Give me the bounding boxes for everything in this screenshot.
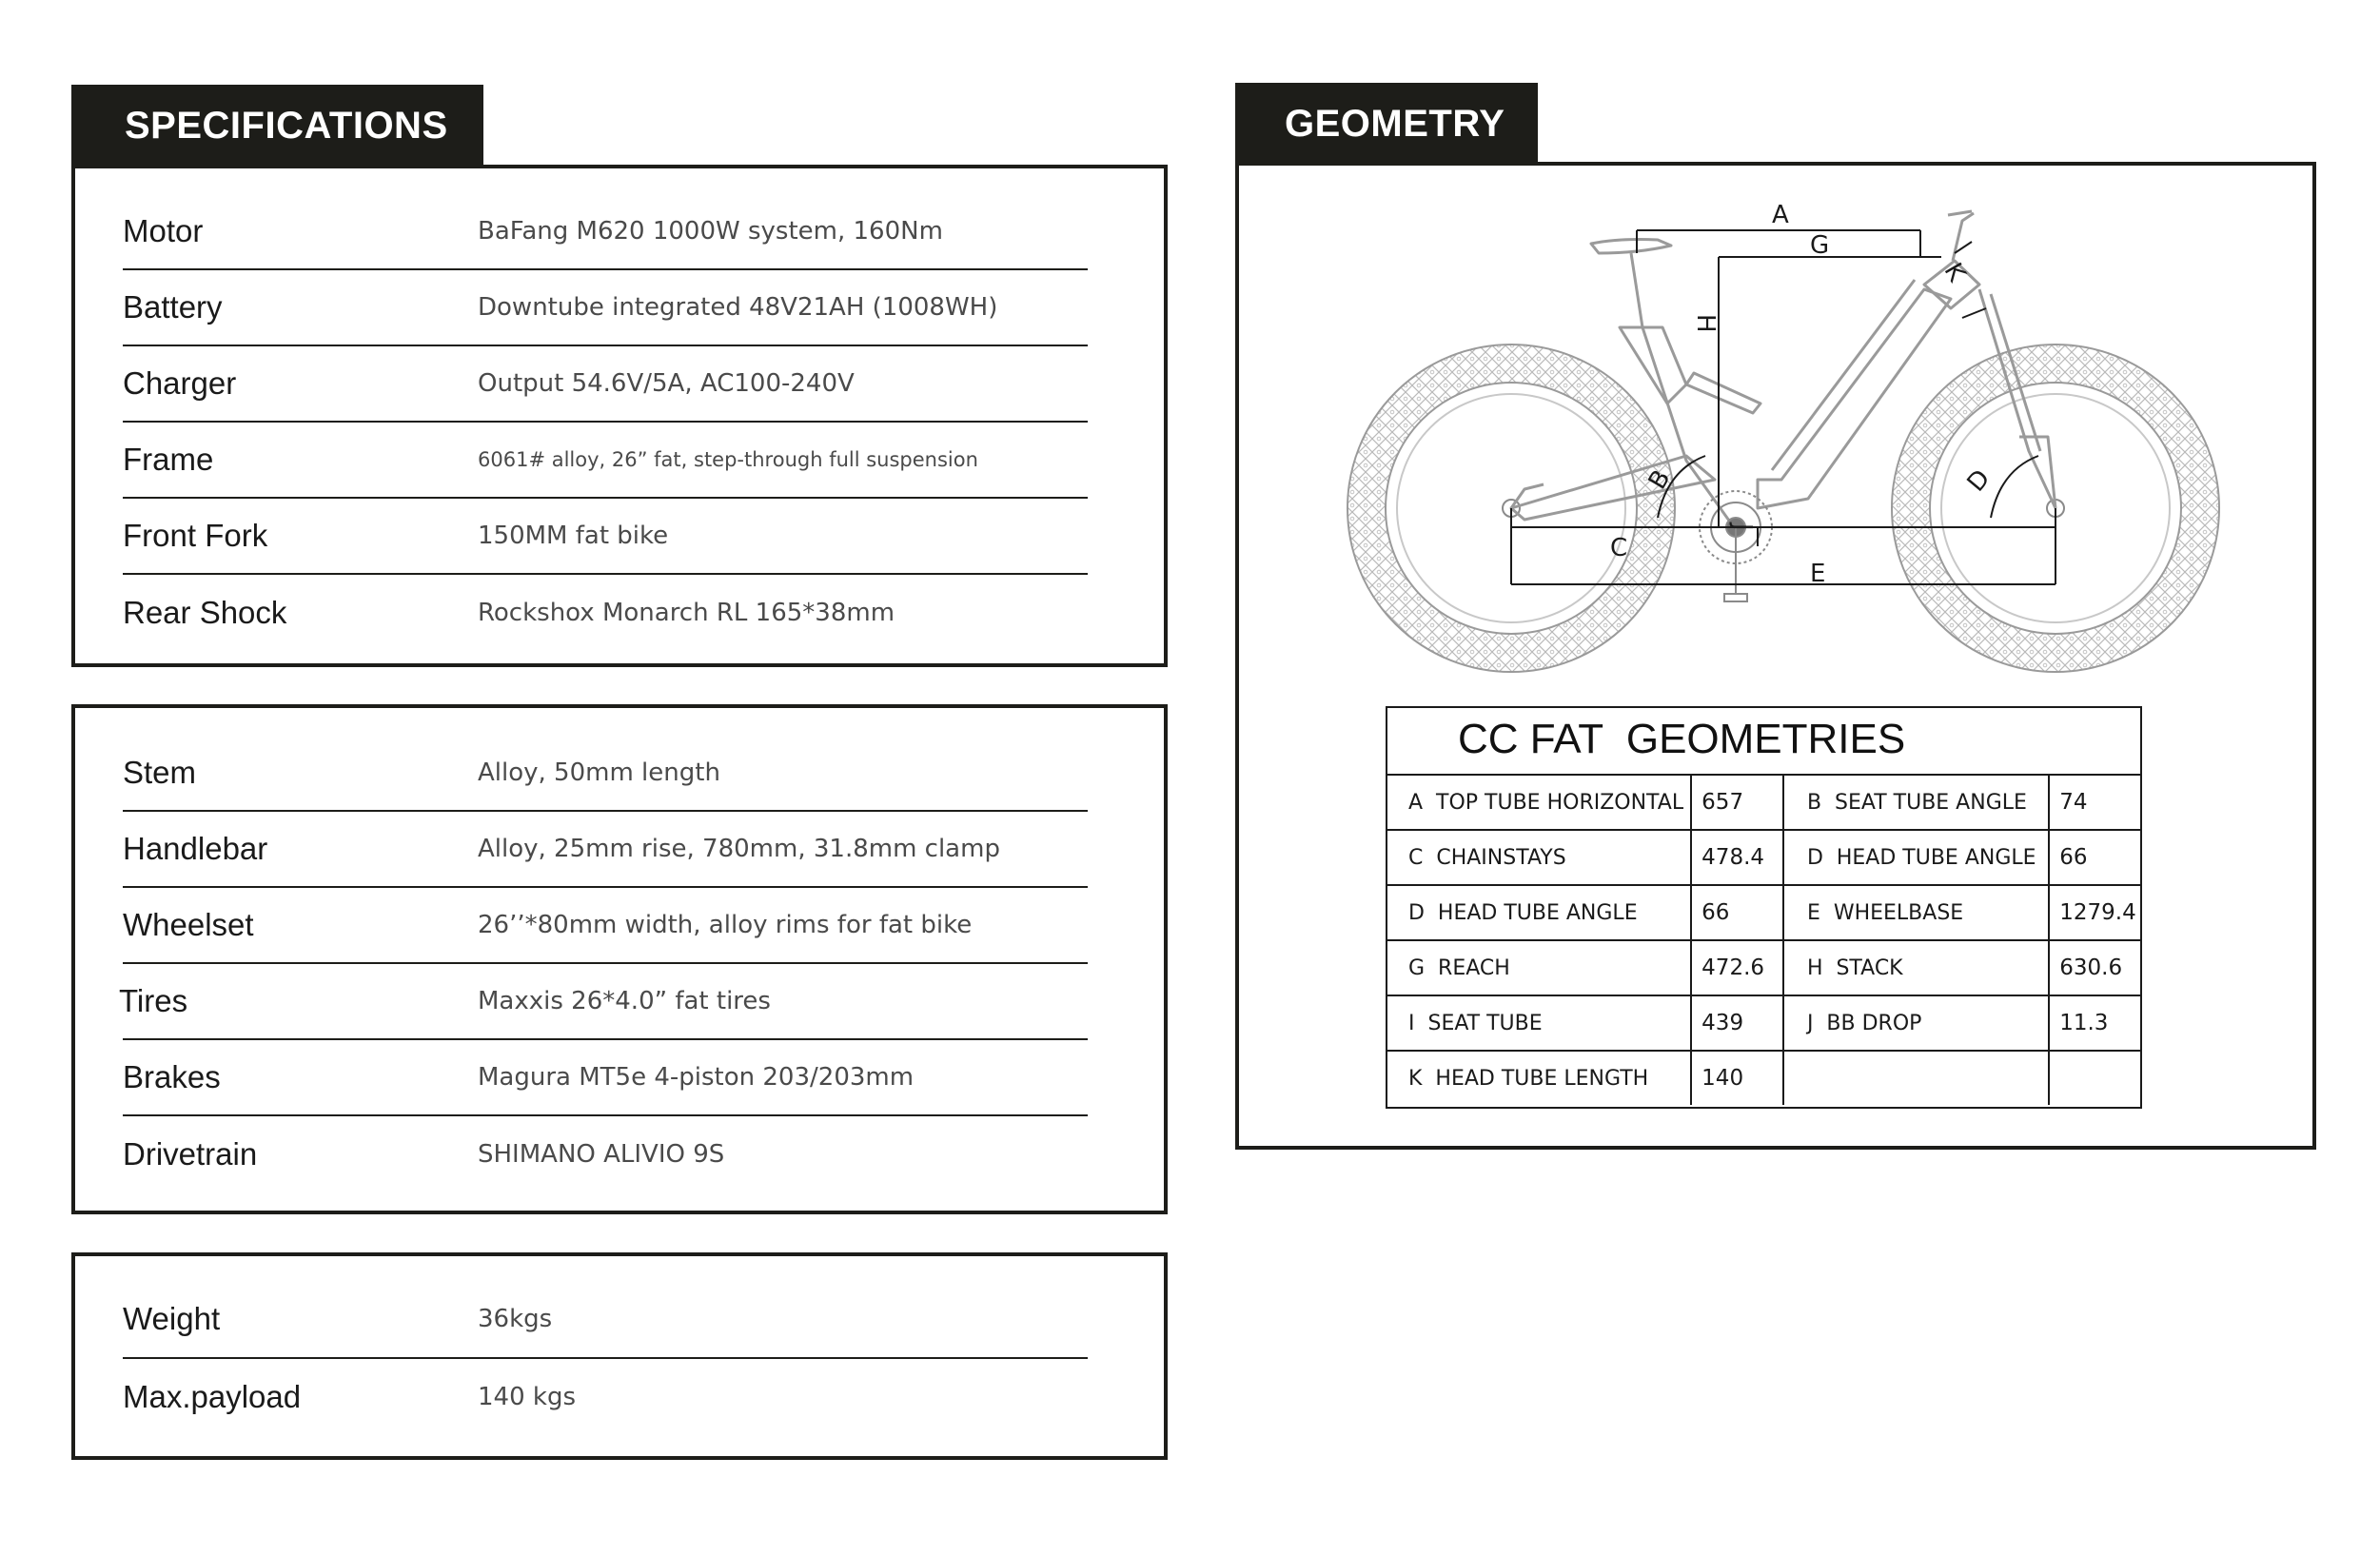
spec-label: Battery [123, 289, 223, 325]
spec-value: BaFang M620 1000W system, 160Nm [478, 217, 943, 246]
spec-row-stem [123, 736, 1088, 812]
geometry-tab: GEOMETRY [1235, 83, 1538, 165]
letter-e: E [1810, 560, 1826, 588]
spec-row-weight [123, 1281, 1088, 1359]
spec-row-battery [123, 270, 1088, 346]
specifications-tab: SPECIFICATIONS [71, 85, 483, 167]
geo-value-right: 630.6 [2059, 955, 2123, 980]
spec-value: 6061# alloy, 26” fat, step-through full suspension [478, 448, 978, 471]
spec-label: Stem [123, 755, 197, 790]
spec-value: Maxxis 26*4.0” fat tires [478, 987, 771, 1015]
geo-value-left: 66 [1692, 886, 1784, 939]
letter-j: J [1728, 523, 1757, 531]
spec-value: Alloy, 50mm length [478, 758, 720, 787]
geometry-table-row [1386, 1050, 2142, 1105]
geo-value-right: 66 [2059, 845, 2088, 870]
spec-label: Handlebar [123, 831, 268, 866]
geometries-table [1386, 706, 2142, 1109]
spec-row-drivetrain [123, 1116, 1088, 1192]
geo-value-left: 140 [1692, 1052, 1784, 1105]
spec-row-brakes [123, 1040, 1088, 1116]
geo-value-right: 11.3 [2059, 1011, 2109, 1035]
spec-value: Rockshox Monarch RL 165*38mm [478, 599, 895, 627]
letter-a: A [1772, 201, 1789, 229]
geo-label-right: D HEAD TUBE ANGLE [1784, 831, 2050, 884]
spec-label: Wheelset [123, 907, 254, 942]
geo-value-left: 657 [1692, 776, 1784, 829]
geo-label-right: J BB DROP [1784, 996, 2050, 1050]
geo-label-right: B SEAT TUBE ANGLE [1784, 776, 2050, 829]
spec-group-motor [71, 165, 1168, 667]
spec-row-max-payload [123, 1359, 1088, 1435]
spec-label: Weight [123, 1301, 221, 1336]
spec-label: Motor [123, 213, 204, 248]
spec-value: Alloy, 25mm rise, 780mm, 31.8mm clamp [478, 835, 1000, 863]
geo-label-right: E WHEELBASE [1784, 886, 2050, 939]
spec-row-motor [123, 194, 1088, 270]
spec-group-components [71, 704, 1168, 1214]
geo-label-right: H STACK [1784, 941, 2050, 995]
geo-label-left: D HEAD TUBE ANGLE [1386, 886, 1692, 939]
geometry-table-row [1386, 995, 2142, 1050]
spec-row-frame [123, 423, 1088, 499]
geometry-panel [1235, 162, 2316, 1150]
spec-row-wheelset [123, 888, 1088, 964]
spec-label: Charger [123, 365, 237, 401]
geo-label-left: G REACH [1386, 941, 1692, 995]
spec-value: SHIMANO ALIVIO 9S [478, 1140, 725, 1169]
geometries-table-title: CC FAT GEOMETRIES [1458, 716, 1906, 762]
letter-b: B [1642, 464, 1677, 495]
spec-label: Brakes [123, 1059, 221, 1094]
spec-value: 26’’*80mm width, alloy rims for fat bike [478, 911, 973, 939]
spec-value: Output 54.6V/5A, AC100-240V [478, 369, 855, 398]
spec-value: 140 kgs [478, 1383, 576, 1411]
geo-label-right [1784, 1052, 2050, 1105]
spec-row-rear-shock [123, 575, 1088, 651]
spec-value: 150MM fat bike [478, 522, 669, 550]
geo-label-left: I SEAT TUBE [1386, 996, 1692, 1050]
spec-value: Magura MT5e 4-piston 203/203mm [478, 1063, 915, 1092]
geometry-table-row [1386, 774, 2142, 829]
geo-label-left: C CHAINSTAYS [1386, 831, 1692, 884]
letter-g: G [1810, 231, 1830, 260]
geo-value-left: 439 [1692, 996, 1784, 1050]
geometries-table-body [1386, 774, 2142, 1105]
geometry-table-row [1386, 884, 2142, 939]
spec-label: Rear Shock [123, 595, 287, 630]
geometry-table-row [1386, 939, 2142, 995]
geo-value-left: 472.6 [1692, 941, 1784, 995]
geo-label-left: K HEAD TUBE LENGTH [1386, 1052, 1692, 1105]
geo-label-left: A TOP TUBE HORIZONTAL [1386, 776, 1692, 829]
spec-group-weight [71, 1252, 1168, 1460]
spec-label: Front Fork [123, 518, 268, 553]
spec-value: 36kgs [478, 1305, 553, 1333]
spec-label: Drivetrain [123, 1136, 258, 1172]
spec-value: Downtube integrated 48V21AH (1008WH) [478, 293, 998, 322]
geo-value-right: 1279.4 [2059, 900, 2136, 925]
spec-label: Tires [119, 983, 188, 1018]
spec-label: Frame [123, 442, 214, 477]
spec-row-handlebar [123, 812, 1088, 888]
spec-row-charger [123, 346, 1088, 423]
geo-value-right [2050, 1052, 2142, 1105]
letter-c: C [1610, 534, 1628, 562]
spec-row-front-fork [123, 499, 1088, 575]
letter-d: D [1961, 463, 1996, 498]
letter-k: K [1937, 258, 1972, 287]
geometry-table-row [1386, 829, 2142, 884]
geo-value-right: 74 [2059, 790, 2088, 815]
bike-geometry-diagram [1239, 166, 2314, 699]
spec-row-tires [119, 964, 1088, 1040]
spec-label: Max.payload [123, 1379, 302, 1414]
letter-h: H [1691, 314, 1720, 333]
geo-value-left: 478.4 [1692, 831, 1784, 884]
